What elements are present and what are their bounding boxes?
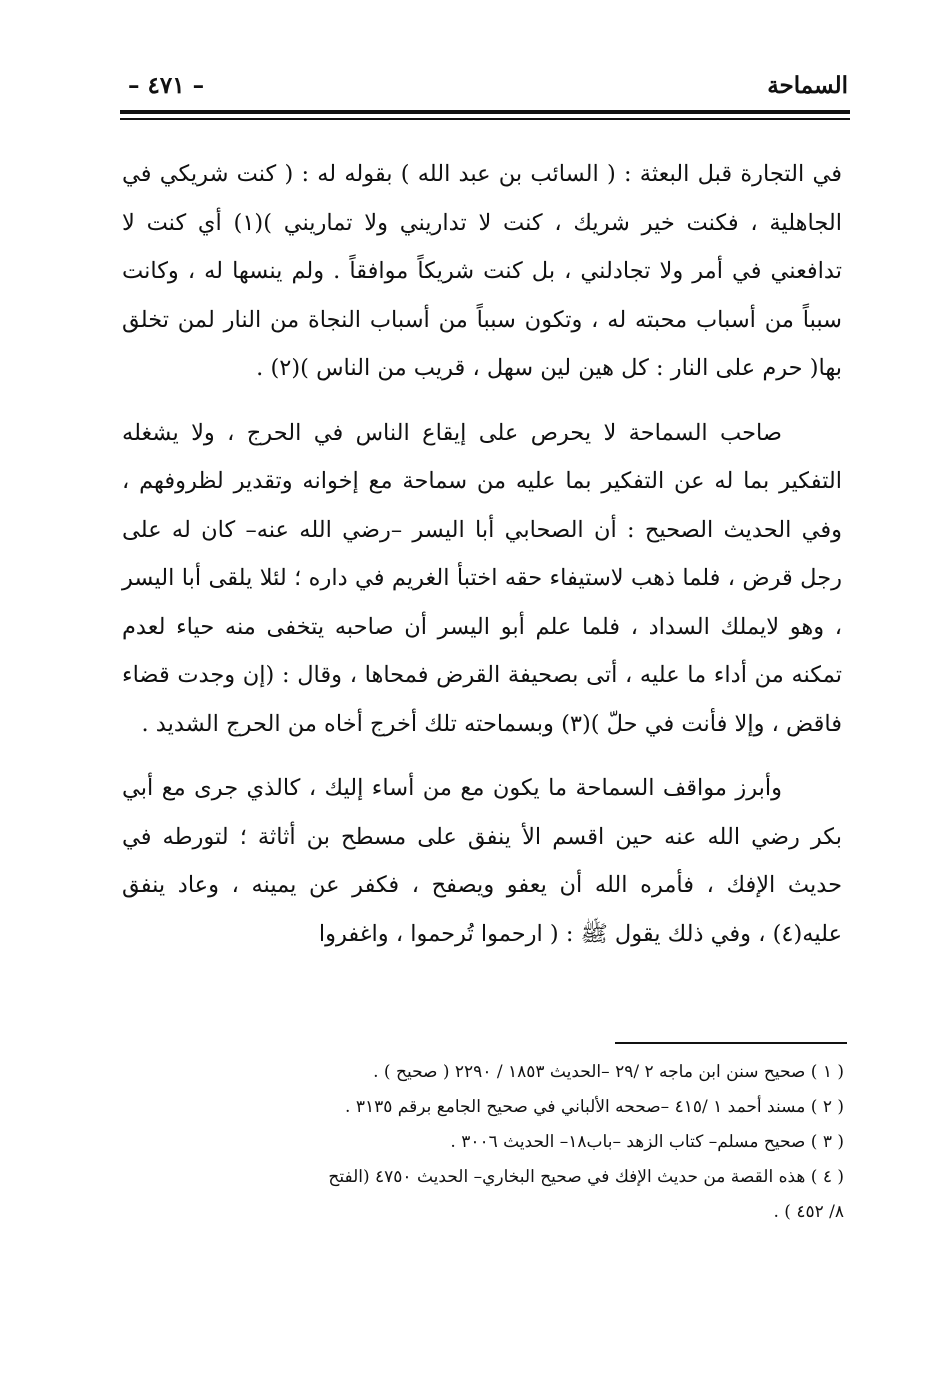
text-line: لتورطه في حديث الإفك ، فأمره الله أن يعفو ويصفح ، فكفر عن يمينه ،: [122, 823, 842, 898]
text-line: يشغله التفكير بما له عن التفكير بما عليه من سماحة مع إخوانه وتقدير: [122, 419, 842, 494]
chapter-title: السماحة: [767, 72, 848, 99]
text-line: في داره ؛ لئلا يلقى أبا اليسر ، وهو لايملك السداد ، فلما علم أبو اليسر: [122, 565, 842, 640]
footnote-3: ( ٣ ) صحيح مسلم– كتاب الزهد –باب١٨– الحديث ٣٠٠٦ .: [450, 1132, 844, 1152]
footnote-4: ( ٤ ) هذه القصة من حديث الإفك في صحيح البخاري– الحديث ٤٧٥٠ (الفتح: [328, 1167, 844, 1187]
header-rule-thin: [120, 118, 850, 120]
text-line: عنه– كان له على رجل قرض ، فلما ذهب لاستيفاء حقه اختبأ الغريم: [122, 516, 842, 591]
paragraph-3: [122, 764, 842, 958]
paragraph-1: [122, 150, 842, 393]
text-line: تماريني )(١) أي كنت لا تدافعني في أمر ولا تجادلني ، بل كنت شريكاً: [122, 209, 843, 284]
text-line: في التجارة قبل البعثة : ( السائب بن عبد الله ) بقوله له : ( كنت: [236, 161, 843, 187]
text-line: لظروفهم ، وفي الحديث الصحيح : أن الصحابي أبا اليسر –رضي الله: [122, 468, 842, 543]
footnote-2: ( ٢ ) مسند أحمد ١ /٤١٥ –صححه الألباني في صحيح الجامع برقم ٣١٣٥ .: [345, 1097, 844, 1117]
footnote-1: ( ١ ) صحيح سنن ابن ماجه ٢ /٢٩ –الحديث ١٨٥٣ / ٢٢٩٠ ( صحيح ) .: [373, 1062, 844, 1082]
text-line: سهل ، قريب من الناس )(٢) .: [256, 355, 534, 381]
text-line: حلّ )(٣) وبسماحته تلك أخرج أخاه من الحرج الشديد .: [141, 710, 638, 737]
text-line: وعاد ينفق عليه(٤) ، وفي ذلك يقول ﷺ : ( ارحموا تُرحموا ، واغفروا: [122, 872, 842, 947]
text-line: موافقاً . ولم ينسها له ، وكانت سبباً من أسباب محبته له ، وتكون سبباً: [122, 258, 842, 333]
text-line: القرض فمحاها ، وقال : (إن وجدت قضاء فاقض ، وإلا فأنت في: [122, 662, 842, 737]
text-line: شريكي في الجاهلية ، فكنت خير شريك ، كنت لا تداريني ولا: [122, 161, 842, 236]
page-number: – ٤٧١ –: [128, 72, 205, 99]
text-line: وأبرز مواقف السماحة ما يكون مع من أساء إليك ، كالذي جرى: [194, 775, 782, 801]
paragraph-2: [122, 409, 842, 749]
header-rule-thick: [120, 110, 850, 114]
footnote-separator: [615, 1042, 847, 1044]
text-line: مع أبي بكر رضي الله عنه حين اقسم الأ ينفق على مسطح بن أثاثة ؛: [122, 775, 842, 850]
footnote-4-continuation: ٨/ ٤٥٢ ) .: [773, 1202, 844, 1222]
text-line: من أسباب النجاة من النار لمن تخلق بها( حرم على النار : كل هين لين: [122, 306, 842, 381]
page-header: [128, 68, 848, 108]
body-text: [122, 150, 842, 958]
footnotes: [122, 1055, 844, 1230]
text-line: صاحب السماحة لا يحرص على إيقاع الناس في الحرج ، ولا: [191, 419, 783, 446]
text-line: أن صاحبه يتخفى منه حياء لعدم تمكنه من أداء ما عليه ، أتى بصحيفة: [122, 613, 842, 688]
